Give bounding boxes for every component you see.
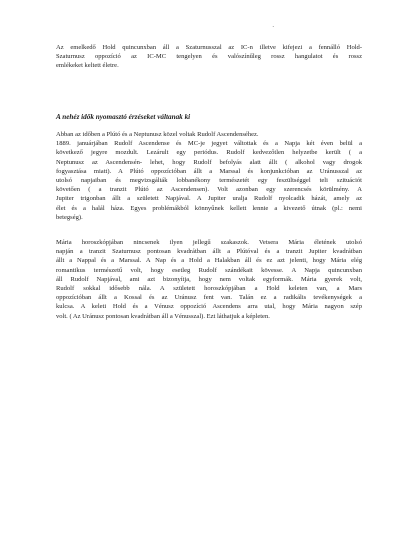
text-line: fogyasztása miatt). A Plútó oppozícióban állt a Marssal és konjunkcióban az Uránusszal az: [56, 167, 362, 175]
text-line: élet és a halál háza. Egyes problémákból könnyűnek kellett lennie a kivezető útnak (pl.: nemi: [56, 204, 362, 212]
text-line: kulcsa. A keleti Hold és a Vénusz oppozíció Ascendens arra utal, hogy Mária nagyon szép: [56, 303, 362, 311]
text-line: Mária horoszkópjában nincsenek ilyen jellegű szakaszok. Vetsera Mária életének utolsó: [56, 239, 362, 246]
text-line: utolsó napjaiban és megvizsgálták lobbanékony természetét egy feszültséggel teli szituációt: [56, 177, 362, 185]
text-line: Abban az időben a Plútó és a Neptunusz közel voltak Rudolf Ascendenséhez.: [56, 131, 259, 138]
text-line: Neptunusz az Ascendensén- lehet, hogy Rudolf befolyás alatt állt ( alkohol vagy drogok: [56, 158, 362, 166]
paragraph-maria: [56, 238, 362, 321]
text-line: Jupiter trigonban állt a született Napjával. A Jupiter uralja Rudolf nyolcadik házát, amely az: [56, 195, 362, 203]
paragraph-difficult-times: [56, 130, 362, 222]
section-heading: A nehéz idők nyomasztó érzéseket váltanak ki: [56, 113, 191, 121]
text-line: Az emelkedő Hold quincunxban áll a Szaturnusszal az IC-n illetve kifejezi a fennálló Hold-: [56, 44, 362, 51]
text-line: napján a tranzit Szaturnusz pontosan kvadrátban állt a Plútóval és a tranzit Jupiter kvadrátban: [56, 248, 362, 256]
text-line: Rudolf sokkal idősebb nála. A született horoszkópjában a Hold keleten van, a Mars: [56, 285, 362, 293]
text-line: következő jegyre mozdult. Lezárult egy periódus. Rudolf kedvezőtlen helyzetbe került ( a: [56, 149, 362, 157]
text-line: emlékeket keltett életre.: [56, 62, 119, 70]
paragraph-intro: [56, 43, 362, 71]
text-line: Szaturnusz oppozíció az IC-MC tengelyen és valószínűleg rossz hangulatot és rossz: [56, 53, 362, 61]
text-line: romantikus természetű volt, hogy esetleg Rudolf szándékait kövesse. A Napja quincunxban: [56, 266, 362, 274]
text-line: 1889. januárjában Rudolf Ascendense és MC-je jegyet váltottak és a Napja két éven belül a: [56, 140, 362, 148]
text-line: követően ( a tranzit Plútó az Ascendensen). Volt azonban egy szerencsés körülmény. A: [56, 186, 362, 194]
text-line: betegség).: [56, 213, 83, 221]
text-line: oppozícióban állt a Kossal és az Uránusz fent van. Talán ez a radikális tevékenységek a: [56, 294, 362, 302]
text-line: állt a Nappal és a Marssal. A Nap és a Hold a Halakban áll és ez azt jelenti, hogy Mária elég: [56, 257, 362, 265]
text-line: áll Rudolf Napjával, ami azt bizonyítja, hogy nem voltak egyformák. Mária gyerek volt,: [56, 275, 362, 283]
text-line: volt. ( Az Uránusz pontosan kvadrátban áll a Vénusszal). Ezt láthatjuk a képleten.: [56, 312, 270, 320]
scan-mark: ˙: [272, 25, 275, 33]
